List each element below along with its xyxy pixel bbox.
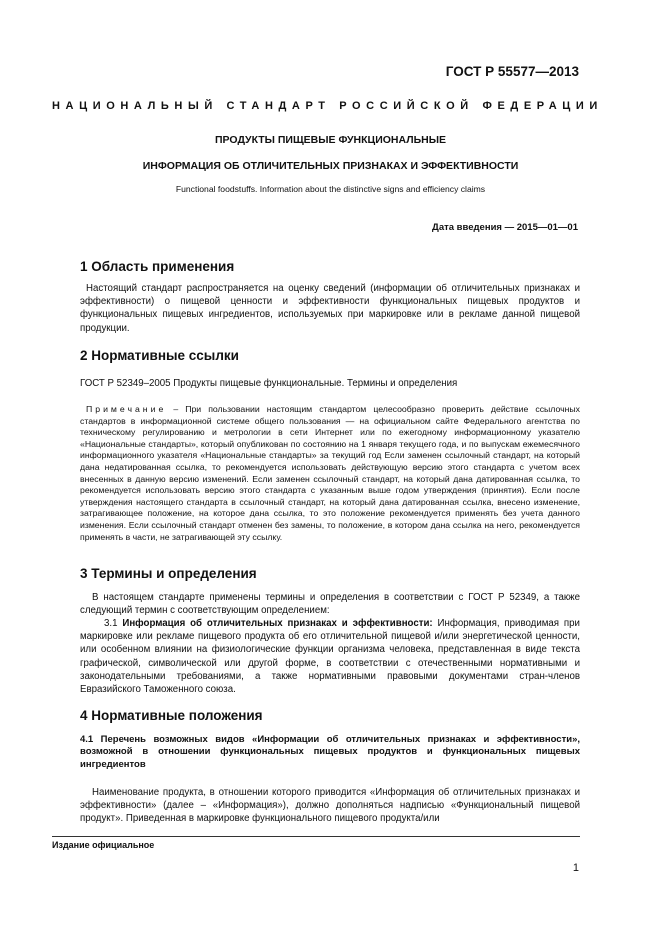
page-number: 1 bbox=[572, 862, 579, 874]
term-definition-text: Информация, приводимая при маркировке или рекламе пищевого продукта об его отличительной пищевой и/или энергетической ценности, или особенном влиянии на физиологические функции организма человека, представленная в виде текста графической, символической или другой форме, в соответствии с отечественными нормативными и законодательными требованиями, а также нормативными правовыми документами стран-членов Евразийского Таможенного союза. bbox=[80, 618, 580, 696]
note-label: Примечание bbox=[86, 404, 167, 414]
footer-divider bbox=[52, 836, 580, 837]
references-note bbox=[80, 404, 580, 543]
section-heading-references: 2 Нормативные ссылки bbox=[80, 348, 239, 363]
document-title-line1: ПРОДУКТЫ ПИЩЕВЫЕ ФУНКЦИОНАЛЬНЫЕ bbox=[215, 134, 446, 146]
term-name: Информация об отличительных признаках и эффективности: bbox=[122, 618, 433, 629]
document-title-line2: ИНФОРМАЦИЯ ОБ ОТЛИЧИТЕЛЬНЫХ ПРИЗНАКАХ И ЭФФЕКТИВНОСТИ bbox=[142, 160, 519, 172]
section-heading-terms: 3 Термины и определения bbox=[80, 566, 257, 581]
reference-item: ГОСТ Р 52349–2005 Продукты пищевые функциональные. Термины и определения bbox=[80, 378, 458, 389]
scope-paragraph: Настоящий стандарт распространяется на оценку сведений (информации об отличительных признаках и эффективности) о пищевой ценности и эффективности функциональных пищевых продуктов и функциональных пищевых ингредиентов, используемых при маркировке или в рекламе данной пищевой продукции. bbox=[80, 283, 580, 334]
term-number: 3.1 bbox=[104, 618, 118, 629]
provisions-paragraph: Наименование продукта, в отношении которого приводится «Информация об отличительных признаках и эффективности» (далее – «Информация»), должно дополняться надписью «Функциональный пищевой продукт». Приведенная в маркировке функционального пищевого продукта/или bbox=[80, 787, 580, 825]
section-heading-scope: 1 Область применения bbox=[80, 259, 235, 274]
subsection-heading-4-1: 4.1 Перечень возможных видов «Информации об отличительных признаках и эффективности», возможной в отношении функциональных пищевых продуктов и функциональных пищевых ингредиентов bbox=[80, 734, 580, 770]
introduction-date: Дата введения — 2015—01—01 bbox=[432, 222, 578, 233]
section-heading-provisions: 4 Нормативные положения bbox=[80, 708, 263, 723]
terms-intro-paragraph: В настоящем стандарте применены термины и определения в соответствии с ГОСТ Р 52349, а также следующий термин с соответствующим определением: bbox=[80, 592, 580, 617]
term-definition bbox=[80, 617, 580, 696]
national-standard-banner: НАЦИОНАЛЬНЫЙ СТАНДАРТ РОССИЙСКОЙ ФЕДЕРАЦИИ bbox=[52, 100, 603, 112]
official-edition-label: Издание официальное bbox=[52, 840, 155, 850]
note-text: – При пользовании настоящим стандартом целесообразно проверить действие ссылочных стандартов в информационной системе общего пользования — на официальном сайте Федерального агентства по техническому регулированию и метрологии в сети Интернет или по ежегодному информационному указателю «Национальные стандарты», который опубликован по состоянию на 1 января текущего года, и по выпускам ежемесячного информационного указателя «Национальные стандарты» за текущий год Если заменен ссылочный стандарт, на который дана недатированная ссылка, то рекомендуется использовать действующую версию этого стандарта с учетом всех внесенных в данную версию изменений. Если заменен ссылочный стандарт, на который дана датированная ссылка, то рекомендуется использовать версию этого стандарта с указанным выше годом утверждения (принятия). Если после утверждения настоящего стандарта в ссылочный стандарт, на который дана датированная ссылка, внесено изменение, затрагивающее положение, на которое дана ссылка, то это положение рекомендуется применять без учета данного изменения. Если ссылочный стандарт отменен без замены, то положение, в котором дана ссылка на него, рекомендуется применять в части, не затрагивающей эту ссылку. bbox=[80, 404, 580, 542]
standard-number: ГОСТ Р 55577—2013 bbox=[445, 64, 579, 79]
document-title-english: Functional foodstuffs. Information about the distinctive signs and efficiency claims bbox=[175, 184, 486, 194]
